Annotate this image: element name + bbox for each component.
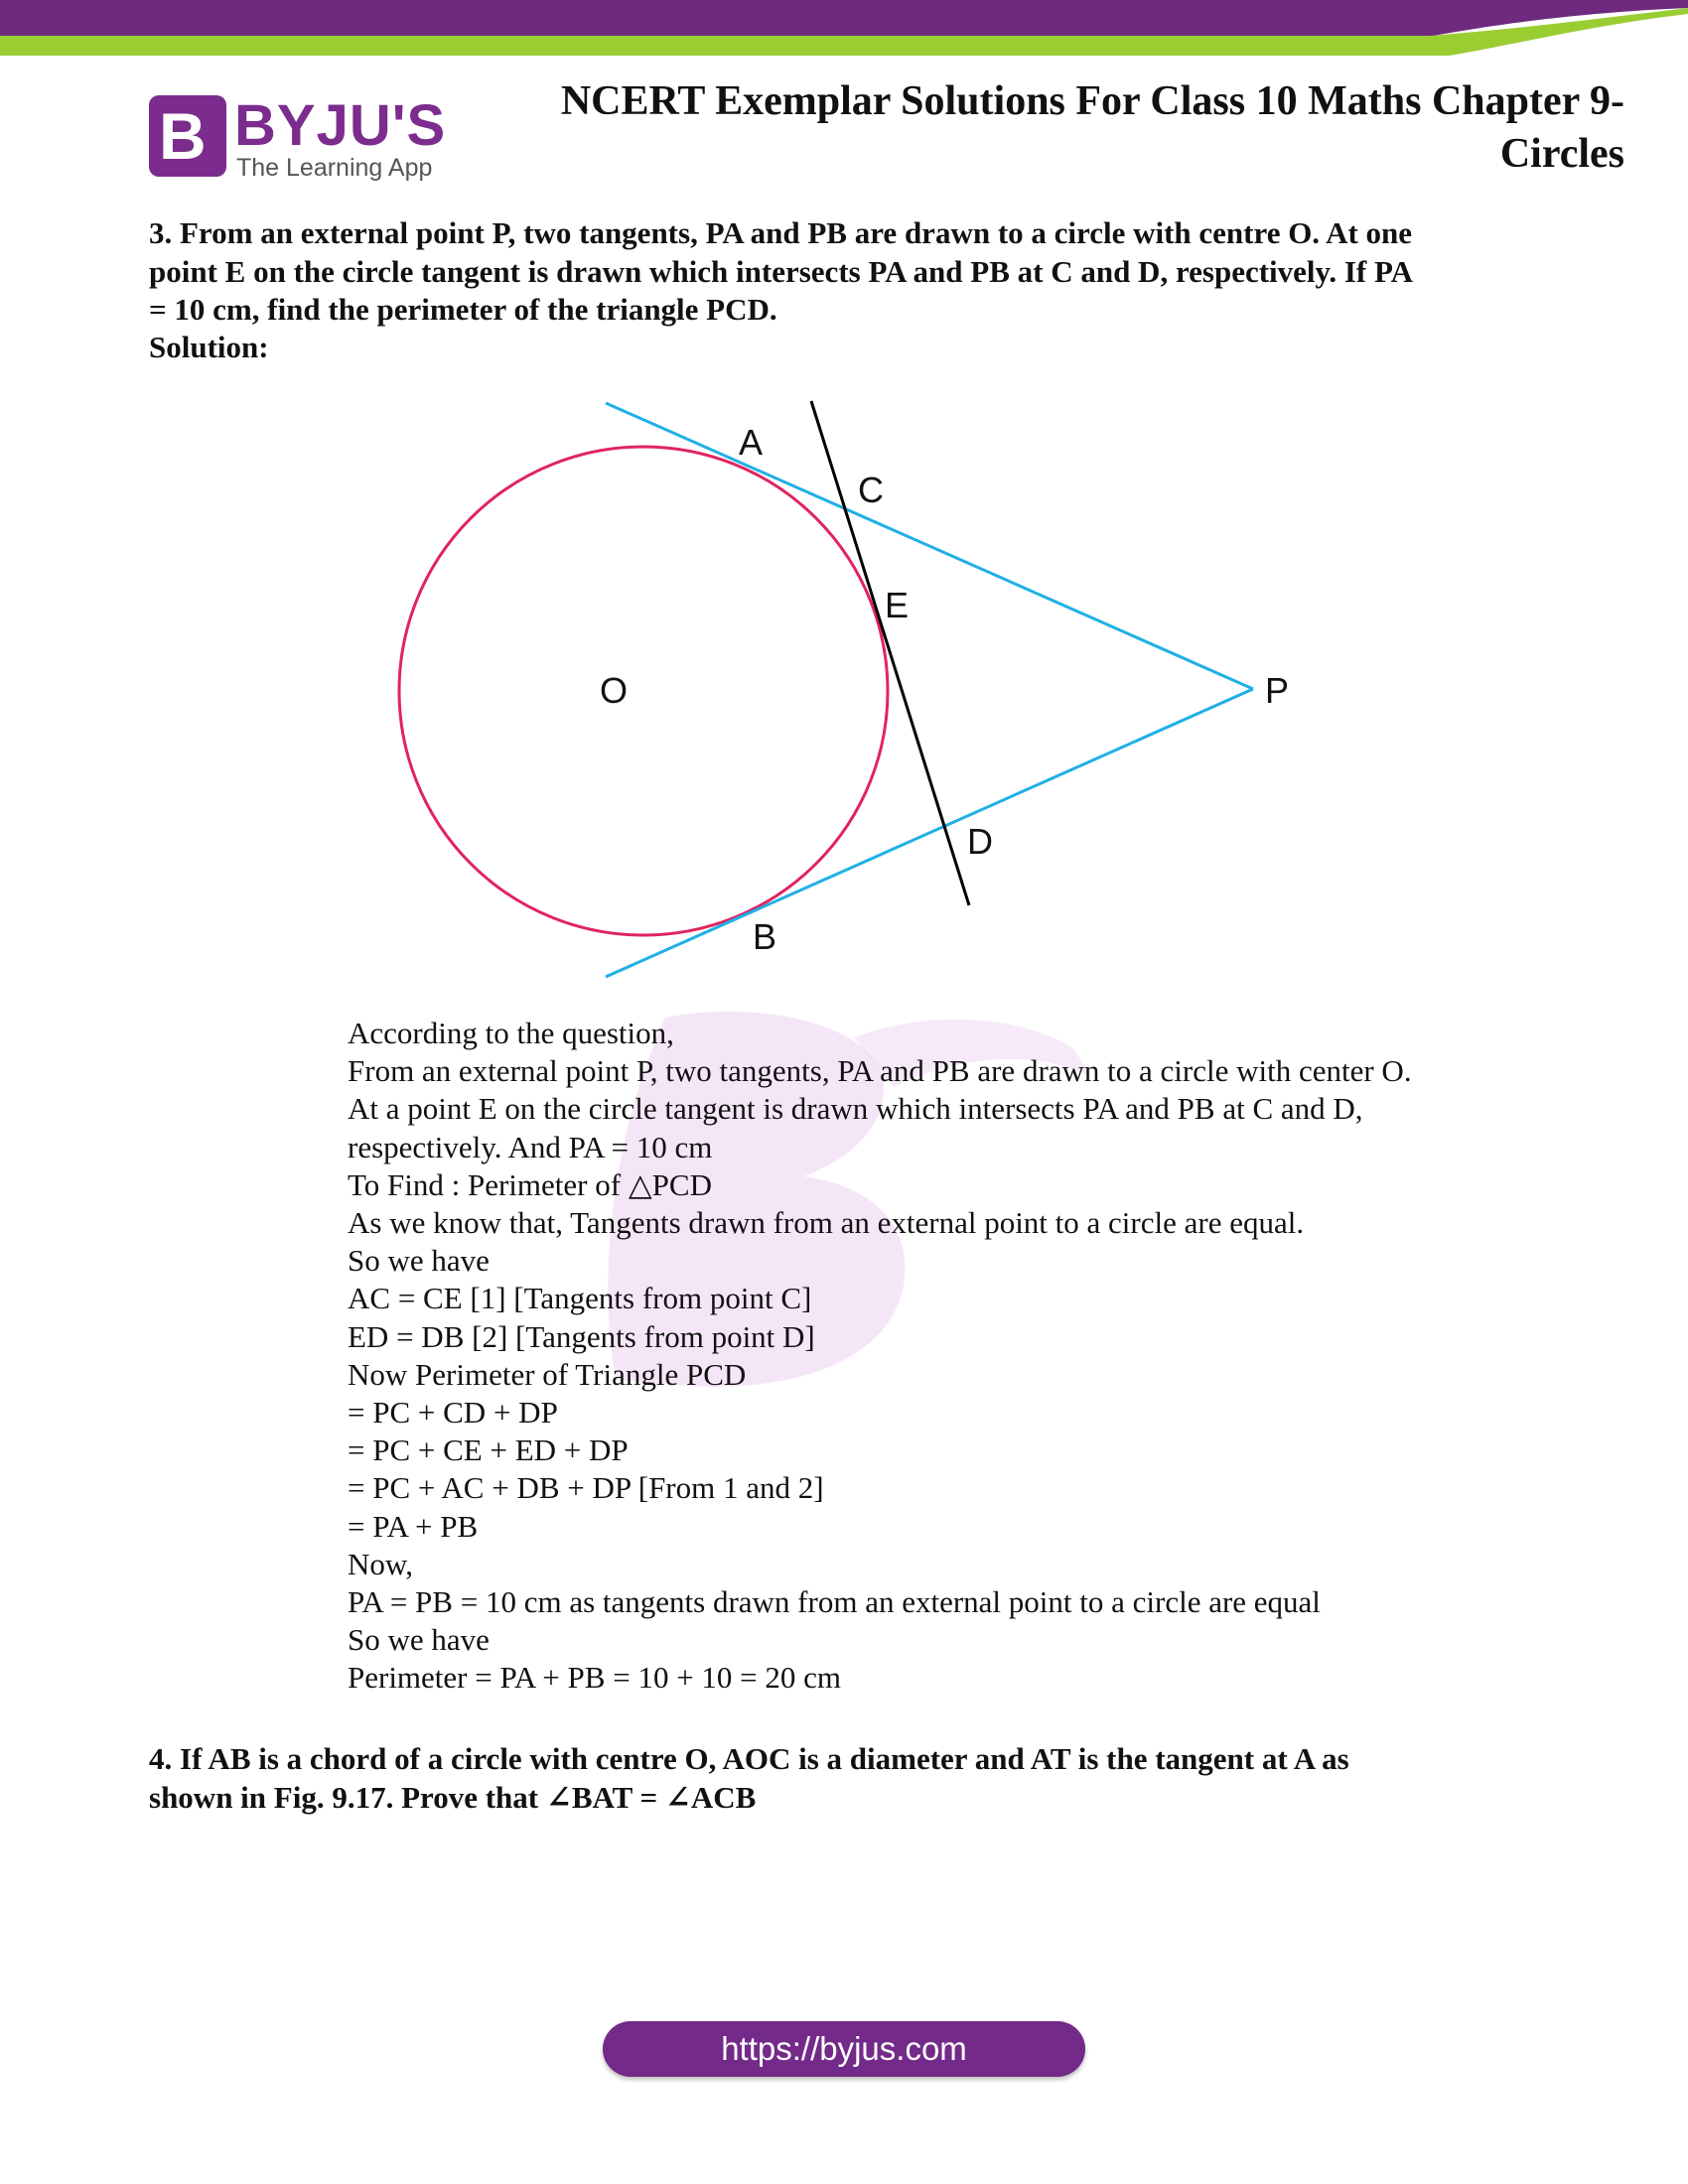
page-title bbox=[433, 75, 1624, 181]
label-c: C bbox=[858, 470, 884, 510]
page-title-line-2: Circles bbox=[1499, 131, 1624, 177]
solution-line: Now Perimeter of Triangle PCD bbox=[348, 1356, 747, 1392]
solution-body bbox=[348, 1015, 1589, 1698]
solution-line: respectively. And PA = 10 cm bbox=[348, 1129, 713, 1164]
logo-badge bbox=[149, 95, 226, 177]
question-3 bbox=[149, 214, 1539, 330]
question-3-line-2: point E on the circle tangent is drawn which intersects PA and PB at C and D, respectively. If PA bbox=[149, 253, 1413, 289]
solution-line: From an external point P, two tangents, PA and PB are drawn to a circle with center O. bbox=[348, 1053, 1412, 1089]
label-a: A bbox=[739, 422, 764, 463]
solution-line: ED = DB [2] [Tangents from point D] bbox=[348, 1318, 815, 1354]
top-banner-bar bbox=[0, 0, 1688, 60]
solution-line: To Find : Perimeter of △PCD bbox=[348, 1166, 712, 1202]
question-4-line-1: 4. If AB is a chord of a circle with centre O, AOC is a diameter and AT is the tangent at A as bbox=[149, 1741, 1349, 1776]
question-4 bbox=[149, 1740, 1539, 1817]
solution-line: = PC + CD + DP bbox=[348, 1395, 558, 1431]
solution-line: = PA + PB bbox=[348, 1508, 479, 1544]
solution-line: Now, bbox=[348, 1546, 414, 1581]
solution-line: So we have bbox=[348, 1243, 490, 1279]
solution-line: As we know that, Tangents drawn from an external point to a circle are equal. bbox=[348, 1205, 1305, 1241]
label-p: P bbox=[1265, 670, 1290, 711]
tangent-circle-diagram bbox=[377, 387, 1321, 993]
brand-name: BYJU'S bbox=[234, 93, 447, 158]
label-d: D bbox=[967, 821, 993, 862]
footer-url-button[interactable] bbox=[603, 2021, 1085, 2077]
tangent-line-cd bbox=[811, 401, 969, 905]
footer-url-link[interactable]: https://byjus.com bbox=[721, 2030, 967, 2067]
solution-line: PA = PB = 10 cm as tangents drawn from an external point to a circle are equal bbox=[348, 1584, 1321, 1620]
solution-line: = PC + CE + ED + DP bbox=[348, 1433, 629, 1468]
byjus-logo bbox=[149, 93, 447, 187]
circle-o bbox=[399, 447, 888, 935]
solution-line: = PC + AC + DB + DP [From 1 and 2] bbox=[348, 1470, 824, 1506]
solution-line: So we have bbox=[348, 1622, 490, 1658]
tangent-line-pa bbox=[606, 403, 1253, 689]
question-3-line-3: = 10 cm, find the perimeter of the triangle PCD. bbox=[149, 292, 777, 327]
logo-letter: B bbox=[159, 99, 207, 173]
question-4-line-2: shown in Fig. 9.17. Prove that ∠BAT = ∠ACB bbox=[149, 1779, 757, 1815]
solution-line: According to the question, bbox=[348, 1016, 674, 1050]
brand-tagline: The Learning App bbox=[236, 154, 433, 182]
label-o: O bbox=[600, 670, 629, 711]
solution-line: Perimeter = PA + PB = 10 + 10 = 20 cm bbox=[348, 1660, 842, 1696]
tangent-line-pb bbox=[606, 689, 1253, 977]
question-3-line-1: 3. From an external point P, two tangents, PA and PB are drawn to a circle with centre O. At one bbox=[149, 215, 1413, 250]
solution-line: AC = CE [1] [Tangents from point C] bbox=[348, 1281, 812, 1316]
page-title-line-1: NCERT Exemplar Solutions For Class 10 Maths Chapter 9- bbox=[560, 78, 1624, 124]
label-b: B bbox=[753, 916, 777, 957]
solution-label: Solution: bbox=[149, 330, 269, 364]
label-e: E bbox=[885, 585, 910, 625]
solution-line: At a point E on the circle tangent is drawn which intersects PA and PB at C and D, bbox=[348, 1091, 1363, 1127]
